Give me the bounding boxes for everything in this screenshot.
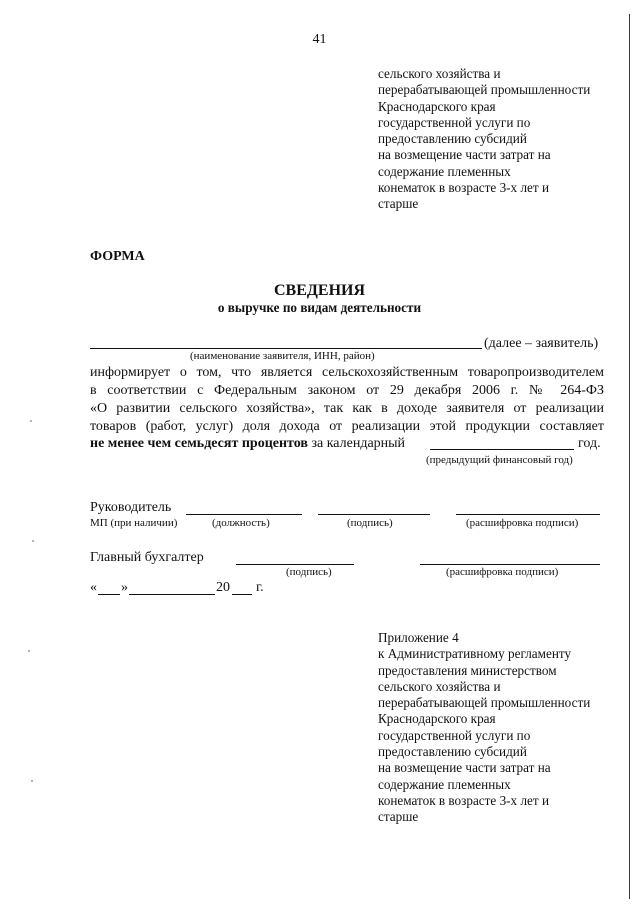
scan-speck [32, 540, 34, 542]
body-line: товаров (работ, услуг) доля дохода от реализации этой продукции составляет [90, 419, 604, 434]
scan-speck [31, 780, 33, 782]
position-caption: (должность) [212, 517, 270, 529]
address-block-bottom [378, 630, 623, 826]
mp-caption: МП (при наличии) [90, 517, 178, 529]
address-line: Краснодарского края [378, 98, 496, 114]
applicant-caption: (наименование заявителя, ИНН, район) [190, 350, 375, 362]
body-last-line [90, 436, 405, 452]
address-line: перерабатывающей промышленности [378, 82, 591, 98]
document-title: СВЕДЕНИЯ [273, 282, 366, 299]
address-line: перерабатывающей промышленности [378, 695, 591, 711]
accountant-signature-caption: (подпись) [286, 566, 332, 578]
accountant-decoding-field[interactable] [420, 564, 600, 565]
applicant-suffix: (далее – заявитель) [484, 336, 599, 351]
head-signature-field[interactable] [318, 514, 430, 515]
date-quote-close: » [121, 580, 128, 595]
address-line: на возмещение части затрат на [378, 147, 551, 163]
applicant-name-field[interactable] [90, 348, 482, 349]
page-number: 41 [312, 32, 327, 47]
address-line: Краснодарского края [378, 711, 496, 727]
address-line: предоставлению субсидий [378, 744, 527, 760]
year-suffix: год. [578, 436, 601, 451]
address-block-top [378, 66, 623, 213]
date-month-field[interactable] [129, 594, 215, 595]
date-century: 20 [216, 580, 230, 595]
body-line: в соответствии с Федеральным законом от 29 декабря 2006 г. № 264-ФЗ [90, 383, 604, 398]
body-bold-phrase: не менее чем семьдесят процентов [90, 436, 308, 451]
date-year-field[interactable] [232, 594, 252, 595]
address-line: к Административному регламенту [378, 646, 572, 662]
appendix-title: Приложение 4 [378, 630, 459, 645]
address-line: сельского хозяйства и [378, 678, 501, 694]
address-line: старше [378, 809, 419, 825]
accountant-decoding-caption: (расшифровка подписи) [446, 566, 559, 578]
date-quote-open: « [90, 580, 97, 595]
address-line: государственной услуги по [378, 114, 531, 130]
document-subtitle: о выручке по видам деятельности [217, 300, 422, 315]
form-label: ФОРМА [90, 249, 145, 264]
address-line: государственной услуги по [378, 727, 531, 743]
address-line: сельского хозяйства и [378, 66, 501, 81]
accountant-label: Главный бухгалтер [90, 550, 204, 565]
address-line: предоставлению субсидий [378, 131, 527, 147]
head-signature-caption: (подпись) [347, 517, 393, 529]
head-decoding-caption: (расшифровка подписи) [466, 517, 579, 529]
date-suffix: г. [256, 580, 264, 595]
head-decoding-field[interactable] [456, 514, 600, 515]
address-line: конематок в возрасте 3-х лет и [378, 180, 549, 196]
date-day-field[interactable] [98, 594, 120, 595]
accountant-signature-field[interactable] [236, 564, 354, 565]
body-line: «О развитии сельского хозяйства», так как в доходе заявителя от реализации [90, 401, 604, 416]
page-edge-line [629, 14, 630, 899]
scan-speck [28, 650, 30, 652]
position-field[interactable] [186, 514, 302, 515]
head-label: Руководитель [90, 500, 172, 515]
address-line: содержание племенных [378, 163, 511, 179]
address-line: на возмещение части затрат на [378, 760, 551, 776]
address-line: содержание племенных [378, 776, 511, 792]
body-line: информирует о том, что является сельскохозяйственным товаропроизводителем [90, 365, 604, 380]
address-line: старше [378, 196, 419, 212]
address-line: конематок в возрасте 3-х лет и [378, 792, 549, 808]
calendar-year-field[interactable] [430, 449, 574, 450]
scan-speck [30, 420, 32, 422]
address-line: предоставления министерством [378, 662, 557, 678]
body-tail: за календарный [311, 436, 406, 451]
year-caption: (предыдущий финансовый год) [426, 454, 573, 466]
